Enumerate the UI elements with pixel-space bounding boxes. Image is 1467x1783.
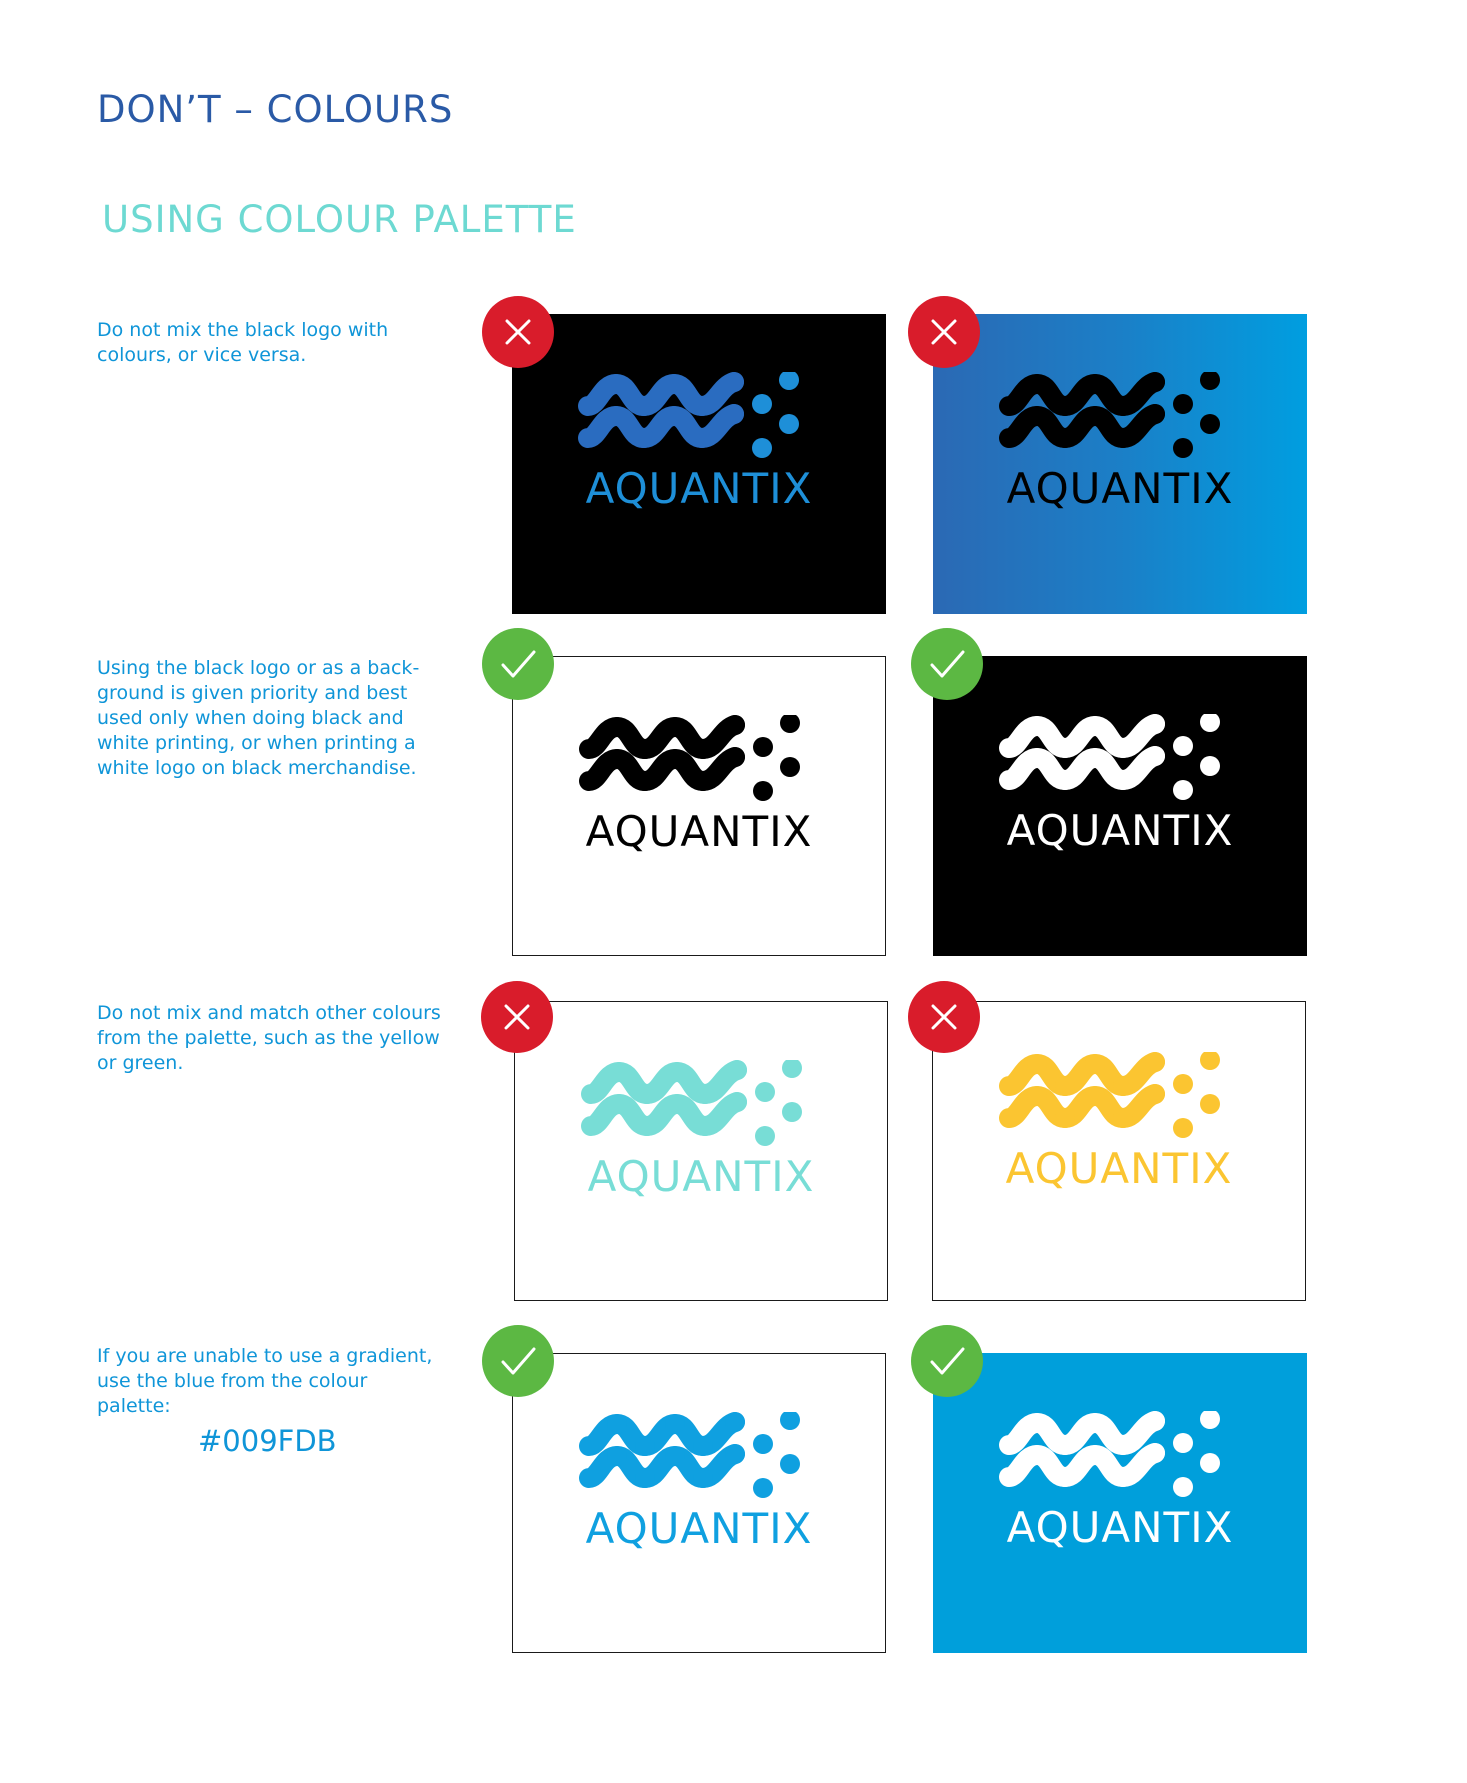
blue-hex-code: #009FDB xyxy=(198,1424,337,1458)
correct-badge xyxy=(482,1325,554,1397)
logo-mark xyxy=(579,1060,819,1164)
logo-wordmark: AQUANTIX xyxy=(1006,806,1234,855)
logo-mark xyxy=(577,715,817,819)
aquantix-logo-mark-icon xyxy=(577,1412,817,1512)
incorrect-badge xyxy=(482,296,554,368)
incorrect-badge xyxy=(481,981,553,1053)
section-subtitle: USING COLOUR PALETTE xyxy=(102,198,577,241)
panel-black-bg-white-logo xyxy=(933,656,1307,956)
checkmark-icon xyxy=(911,1325,983,1397)
row-3-description: Do not mix and match other colours from the palette, such as the yellow or green. xyxy=(97,1002,441,1074)
logo-wordmark: AQUANTIX xyxy=(585,1504,813,1553)
panel-white-bg-green-logo xyxy=(514,1001,888,1301)
incorrect-badge xyxy=(908,981,980,1053)
logo-wordmark: AQUANTIX xyxy=(1006,464,1234,513)
aquantix-logo-mark-icon xyxy=(997,372,1237,472)
row-4-description: If you are unable to use a gradient, use the blue from the colour palette: xyxy=(97,1345,433,1417)
logo-mark xyxy=(576,372,816,476)
page-title: DON’T – COLOURS xyxy=(97,88,454,131)
aquantix-logo-mark-icon xyxy=(997,1411,1237,1511)
row-2-description: Using the black logo or as a back-ground is given priority and best used only when doing black and white printing, or when printing a white logo on black merchandise. xyxy=(97,657,420,779)
correct-badge xyxy=(911,628,983,700)
panel-white-bg-yellow-logo xyxy=(932,1001,1306,1301)
logo-wordmark: AQUANTIX xyxy=(587,1152,815,1201)
logo-wordmark: AQUANTIX xyxy=(1006,1503,1234,1552)
logo-wordmark: AQUANTIX xyxy=(1005,1144,1233,1193)
logo-mark xyxy=(997,714,1237,818)
panel-black-bg-blue-logo xyxy=(512,314,886,614)
aquantix-logo-mark-icon xyxy=(997,714,1237,814)
aquantix-logo-mark-icon xyxy=(579,1060,819,1160)
cross-icon xyxy=(482,296,554,368)
aquantix-logo-mark-icon xyxy=(577,715,817,815)
panel-white-bg-black-logo xyxy=(512,656,886,956)
checkmark-icon xyxy=(482,1325,554,1397)
cross-icon xyxy=(908,981,980,1053)
logo-mark xyxy=(997,372,1237,476)
cross-icon xyxy=(481,981,553,1053)
checkmark-icon xyxy=(482,628,554,700)
aquantix-logo-mark-icon xyxy=(997,1052,1237,1152)
logo-mark xyxy=(577,1412,817,1516)
panel-white-bg-blue-logo xyxy=(512,1353,886,1653)
correct-badge xyxy=(911,1325,983,1397)
aquantix-logo-mark-icon xyxy=(576,372,816,472)
incorrect-badge xyxy=(908,296,980,368)
cross-icon xyxy=(908,296,980,368)
logo-wordmark: AQUANTIX xyxy=(585,807,813,856)
logo-mark xyxy=(997,1052,1237,1156)
row-1-description: Do not mix the black logo with colours, or vice versa. xyxy=(97,319,389,366)
panel-blue-bg-white-logo xyxy=(933,1353,1307,1653)
logo-wordmark: AQUANTIX xyxy=(585,464,813,513)
panel-gradient-bg-black-logo xyxy=(933,314,1307,614)
checkmark-icon xyxy=(911,628,983,700)
correct-badge xyxy=(482,628,554,700)
logo-mark xyxy=(997,1411,1237,1515)
